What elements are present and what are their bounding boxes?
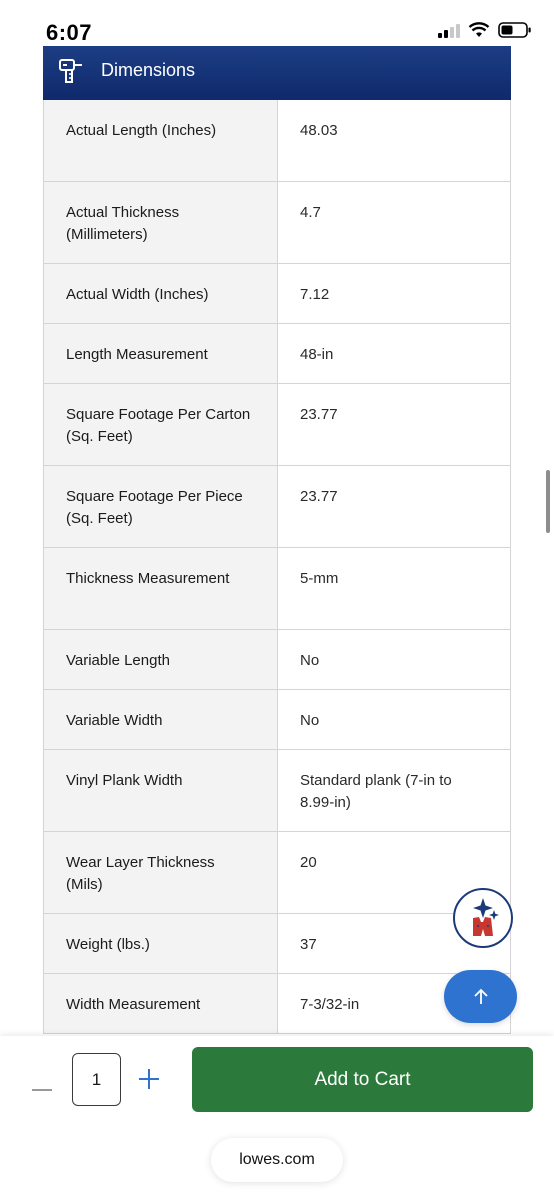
spec-value: No [278, 630, 510, 689]
spec-label: Wear Layer Thickness (Mils) [44, 832, 278, 913]
spec-value: 5-mm [278, 548, 510, 629]
minus-icon [32, 1089, 52, 1091]
spec-value: No [278, 690, 510, 749]
spec-label: Actual Length (Inches) [44, 100, 278, 181]
assistant-button[interactable] [453, 888, 513, 948]
spec-label: Thickness Measurement [44, 548, 278, 629]
table-row [44, 832, 510, 914]
table-row [44, 548, 510, 630]
table-row [44, 630, 510, 690]
section-title: Dimensions [101, 59, 196, 80]
spec-label: Actual Width (Inches) [44, 264, 278, 323]
cellular-signal-icon [438, 22, 460, 38]
table-row [44, 384, 510, 466]
table-row [44, 182, 510, 264]
spec-value: Standard plank (7-in to 8.99-in) [278, 750, 510, 831]
table-row [44, 324, 510, 384]
spec-value: 20 [278, 832, 510, 913]
spec-label: Vinyl Plank Width [44, 750, 278, 831]
dimensions-header [43, 40, 511, 100]
battery-icon [498, 22, 532, 38]
table-row [44, 690, 510, 750]
decrease-quantity-button[interactable] [30, 1078, 54, 1102]
specifications-table [43, 100, 511, 1034]
browser-url-bar[interactable]: lowes.com [211, 1138, 343, 1182]
spec-label: Width Measurement [44, 974, 278, 1033]
spec-value: 48-in [278, 324, 510, 383]
add-to-cart-bar [0, 1036, 554, 1200]
spec-value: 23.77 [278, 384, 510, 465]
spec-label: Variable Width [44, 690, 278, 749]
table-row [44, 750, 510, 832]
spec-label: Square Footage Per Piece (Sq. Feet) [44, 466, 278, 547]
wifi-icon [468, 22, 490, 38]
spec-value: 23.77 [278, 466, 510, 547]
status-bar [0, 0, 554, 46]
add-to-cart-button[interactable]: Add to Cart [192, 1047, 533, 1112]
quantity-field[interactable]: 1 [72, 1053, 121, 1106]
ruler-tape-icon [57, 56, 85, 84]
spec-value: 7.12 [278, 264, 510, 323]
status-time: 6:07 [46, 20, 93, 45]
increase-quantity-button[interactable] [137, 1067, 161, 1091]
spec-value: 37 [278, 914, 510, 973]
spec-label: Weight (lbs.) [44, 914, 278, 973]
table-row [44, 264, 510, 324]
spec-value: 4.7 [278, 182, 510, 263]
scrollbar-thumb[interactable] [546, 470, 550, 533]
table-row [44, 974, 510, 1034]
status-icons [438, 22, 532, 38]
back-to-top-button[interactable] [444, 970, 517, 1023]
arrow-up-icon [472, 988, 490, 1006]
sparkle-vest-icon [461, 896, 505, 940]
spec-label: Variable Length [44, 630, 278, 689]
spec-label: Actual Thickness (Millimeters) [44, 182, 278, 263]
spec-value: 48.03 [278, 100, 510, 181]
table-row [44, 466, 510, 548]
table-row [44, 914, 510, 974]
spec-label: Square Footage Per Carton (Sq. Feet) [44, 384, 278, 465]
table-row [44, 100, 510, 182]
spec-label: Length Measurement [44, 324, 278, 383]
spec-value: 7-3/32-in [278, 974, 510, 1033]
